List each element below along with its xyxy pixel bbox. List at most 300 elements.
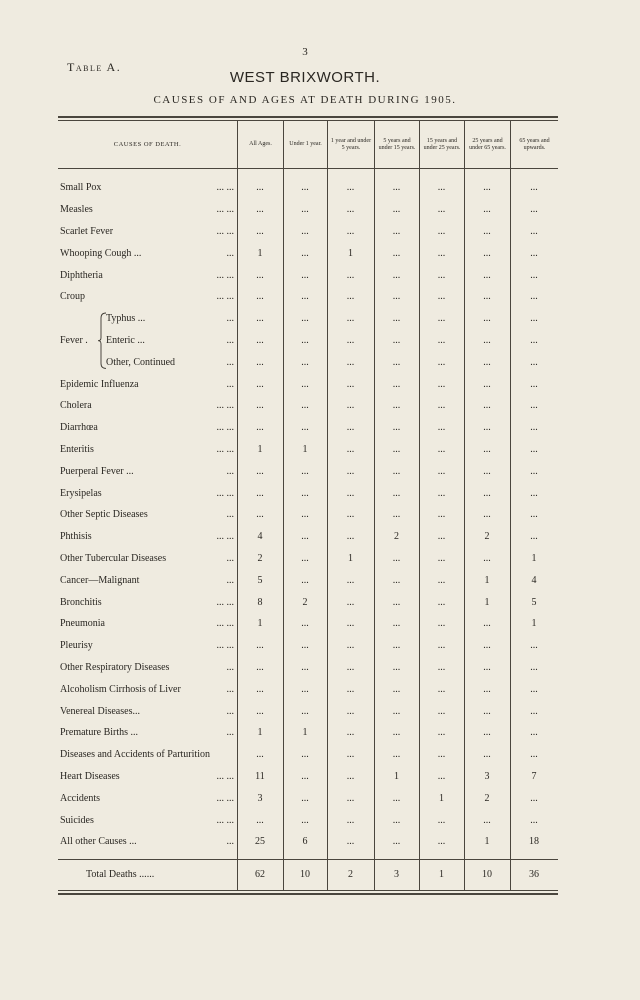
value-1-to-5: ... — [346, 661, 355, 673]
value-25-to-65: ... — [483, 422, 491, 434]
cause-label: Diphtheria — [60, 269, 103, 281]
table-row — [58, 657, 558, 679]
table-row — [58, 417, 558, 439]
cause-name — [58, 422, 237, 433]
leader-dots: ... ... — [216, 618, 234, 630]
value-15-to-25: 1 — [439, 792, 444, 804]
column-divider — [237, 169, 238, 890]
value-5-to-15: ... — [392, 618, 401, 630]
cause-label: Venereal Diseases... — [60, 705, 140, 717]
value-1-to-5: 2 — [348, 869, 353, 881]
value-under-1: 1 — [302, 443, 308, 455]
value-15-to-25: 1 — [439, 869, 444, 881]
value-all-ages: ... — [256, 814, 264, 826]
leader-dots: ... ... — [216, 814, 234, 826]
table-row — [58, 569, 558, 591]
value-1-to-5: ... — [346, 705, 355, 717]
column-divider — [283, 169, 284, 890]
leader-dots: ... — [226, 509, 234, 521]
total-row — [58, 860, 558, 890]
value-25-to-65: ... — [483, 313, 491, 325]
leader-dots: ... — [226, 465, 234, 477]
column-divider — [374, 169, 375, 890]
value-1-to-5: ... — [346, 509, 355, 521]
value-1-to-5: ... — [346, 182, 355, 194]
value-5-to-15: ... — [392, 814, 401, 826]
value-all-ages: ... — [256, 487, 264, 499]
value-5-to-15: ... — [392, 640, 401, 652]
value-all-ages: ... — [256, 182, 264, 194]
leader-dots: ... ... — [216, 640, 234, 652]
value-15-to-25: ... — [437, 836, 446, 848]
value-5-to-15: ... — [392, 661, 401, 673]
table-row — [58, 177, 558, 199]
leader-dots: ... — [226, 836, 234, 848]
value-5-to-15: ... — [392, 596, 401, 608]
cause-label: Other Septic Diseases — [60, 509, 148, 521]
value-65-up: ... — [530, 204, 538, 216]
table-row — [58, 482, 558, 504]
cause-name — [58, 749, 237, 760]
value-65-up: ... — [530, 443, 538, 455]
cause-label: Whooping Cough ... — [60, 247, 142, 259]
table-row — [58, 460, 558, 482]
table-row — [58, 504, 558, 526]
value-under-1: 6 — [302, 836, 308, 848]
value-65-up: ... — [530, 291, 538, 303]
cause-name — [58, 509, 237, 520]
table-label: Table A. — [67, 60, 122, 74]
value-1-to-5: ... — [346, 487, 355, 499]
header-65-up: 65 years and upwards. — [510, 121, 558, 168]
cause-label: Small Pox — [60, 182, 102, 194]
table-row — [58, 678, 558, 700]
header-under-1: Under 1 year. — [283, 121, 327, 168]
table-row — [58, 199, 558, 221]
value-15-to-25: ... — [437, 552, 446, 564]
leader-dots: ... — [226, 356, 234, 368]
leader-dots: ... ... — [216, 487, 234, 499]
value-25-to-65: ... — [483, 618, 491, 630]
value-5-to-15: ... — [392, 509, 401, 521]
cause-label: Enteritis — [60, 443, 94, 455]
cause-name — [58, 466, 237, 477]
value-15-to-25: ... — [437, 356, 446, 368]
table-row — [58, 548, 558, 570]
value-5-to-15: 2 — [394, 531, 399, 543]
table-row — [58, 591, 558, 613]
value-5-to-15: ... — [392, 204, 401, 216]
leader-dots: ... — [226, 661, 234, 673]
value-15-to-25: ... — [437, 291, 446, 303]
value-65-up: ... — [530, 727, 538, 739]
value-all-ages: ... — [256, 465, 264, 477]
value-65-up: 36 — [529, 869, 539, 881]
header-all-ages: All Ages. — [237, 121, 283, 168]
value-15-to-25: ... — [437, 422, 446, 434]
value-25-to-65: ... — [483, 661, 491, 673]
value-15-to-25: ... — [437, 814, 446, 826]
cause-name — [58, 182, 237, 193]
value-65-up: ... — [530, 422, 538, 434]
value-1-to-5: ... — [346, 378, 355, 390]
value-all-ages: ... — [256, 509, 264, 521]
value-under-1: ... — [301, 814, 309, 826]
leader-dots: ... — [226, 727, 234, 739]
value-all-ages: 2 — [257, 552, 263, 564]
column-divider — [327, 169, 328, 890]
value-all-ages: ... — [256, 683, 264, 695]
value-under-1: ... — [301, 334, 309, 346]
header-causes: CAUSES OF DEATH. — [113, 141, 182, 148]
value-1-to-5: ... — [346, 574, 355, 586]
value-5-to-15: 1 — [394, 770, 399, 782]
value-65-up: ... — [530, 400, 538, 412]
table-row — [58, 635, 558, 657]
table-row — [58, 308, 558, 330]
value-all-ages: 62 — [255, 869, 265, 881]
table-row — [58, 766, 558, 788]
cause-label: Suicides — [60, 814, 94, 826]
value-under-1: ... — [301, 618, 309, 630]
value-25-to-65: 1 — [484, 596, 490, 608]
value-5-to-15: ... — [392, 422, 401, 434]
cause-label: Measles — [60, 204, 93, 216]
value-all-ages: 1 — [257, 443, 263, 455]
value-1-to-5: ... — [346, 814, 355, 826]
value-15-to-25: ... — [437, 269, 446, 281]
value-15-to-25: ... — [437, 247, 446, 259]
cause-label: Diarrhœa — [60, 422, 98, 434]
column-divider — [464, 169, 465, 890]
cause-name — [58, 597, 237, 608]
value-under-1: ... — [301, 356, 309, 368]
value-1-to-5: ... — [346, 225, 355, 237]
leader-dots: ... ... — [216, 792, 234, 804]
value-1-to-5: ... — [346, 836, 355, 848]
value-25-to-65: ... — [483, 269, 491, 281]
leader-dots: ... — [226, 247, 234, 259]
value-5-to-15: ... — [392, 247, 401, 259]
value-1-to-5: ... — [346, 291, 355, 303]
cause-name — [58, 444, 237, 455]
value-15-to-25: ... — [437, 574, 446, 586]
cause-name — [58, 640, 237, 651]
cause-name — [58, 836, 237, 847]
leader-dots: ... — [226, 683, 234, 695]
value-under-1: 10 — [300, 869, 310, 881]
cause-name — [58, 248, 237, 259]
value-all-ages: ... — [256, 225, 264, 237]
value-15-to-25: ... — [437, 378, 446, 390]
value-25-to-65: ... — [483, 291, 491, 303]
value-25-to-65: ... — [483, 552, 491, 564]
table-row — [58, 242, 558, 264]
value-65-up: ... — [530, 465, 538, 477]
causes-of-death-table — [58, 116, 558, 895]
value-all-ages: ... — [256, 334, 264, 346]
leader-dots: ... ... — [216, 225, 234, 237]
value-under-1: ... — [301, 378, 309, 390]
value-15-to-25: ... — [437, 531, 446, 543]
leader-dots: ... — [226, 378, 234, 390]
value-1-to-5: ... — [346, 792, 355, 804]
value-all-ages: 5 — [257, 574, 263, 586]
value-25-to-65: 1 — [484, 836, 490, 848]
value-25-to-65: ... — [483, 814, 491, 826]
header-1-to-5: 1 year and under 5 years. — [327, 121, 374, 168]
leader-dots: ... — [226, 574, 234, 586]
value-25-to-65: ... — [483, 705, 491, 717]
value-1-to-5: ... — [346, 749, 355, 761]
value-all-ages: 1 — [257, 727, 263, 739]
value-all-ages: ... — [256, 291, 264, 303]
cause-label: Other Tubercular Diseases — [60, 552, 167, 564]
table-row — [58, 286, 558, 308]
value-65-up: ... — [530, 182, 538, 194]
value-under-1: ... — [301, 749, 309, 761]
cause-label: Diseases and Accidents of Parturition — [60, 749, 210, 761]
value-all-ages: 3 — [257, 792, 263, 804]
value-65-up: ... — [530, 661, 538, 673]
value-1-to-5: ... — [346, 204, 355, 216]
value-under-1: ... — [301, 770, 309, 782]
column-divider — [419, 169, 420, 890]
cause-name — [58, 357, 237, 368]
table-row — [58, 264, 558, 286]
value-15-to-25: ... — [437, 204, 446, 216]
cause-label: Typhus ... — [106, 313, 146, 325]
value-5-to-15: ... — [392, 313, 401, 325]
value-5-to-15: ... — [392, 749, 401, 761]
value-all-ages: 25 — [255, 836, 265, 848]
cause-name — [58, 618, 237, 629]
value-1-to-5: ... — [346, 683, 355, 695]
value-5-to-15: ... — [392, 378, 401, 390]
value-5-to-15: ... — [392, 465, 401, 477]
table-row — [58, 373, 558, 395]
cause-label: Premature Births ... — [60, 727, 139, 739]
leader-dots: ... — [226, 552, 234, 564]
leader-dots: ... ... — [216, 596, 234, 608]
cause-label: Heart Diseases — [60, 770, 120, 782]
leader-dots: ... — [226, 705, 234, 717]
cause-name — [58, 313, 237, 324]
value-1-to-5: 1 — [348, 552, 353, 564]
leader-dots: ... ... — [216, 182, 234, 194]
value-1-to-5: ... — [346, 400, 355, 412]
value-65-up: 5 — [531, 596, 537, 608]
value-65-up: ... — [530, 814, 538, 826]
leader-dots: ... ... — [216, 291, 234, 303]
value-1-to-5: ... — [346, 334, 355, 346]
value-5-to-15: ... — [392, 291, 401, 303]
value-25-to-65: ... — [483, 749, 491, 761]
value-65-up: ... — [530, 792, 538, 804]
cause-name — [58, 662, 237, 673]
table-row — [58, 613, 558, 635]
value-65-up: ... — [530, 225, 538, 237]
value-under-1: ... — [301, 640, 309, 652]
cause-name — [58, 793, 237, 804]
value-under-1: ... — [301, 225, 309, 237]
value-all-ages: ... — [256, 705, 264, 717]
cause-label: Scarlet Fever — [60, 225, 114, 237]
value-65-up: ... — [530, 378, 538, 390]
cause-name — [58, 204, 237, 215]
value-25-to-65: ... — [483, 727, 491, 739]
value-under-1: ... — [301, 509, 309, 521]
value-15-to-25: ... — [437, 465, 446, 477]
value-65-up: ... — [530, 705, 538, 717]
value-1-to-5: ... — [346, 618, 355, 630]
cause-label: Other Respiratory Diseases — [60, 661, 170, 673]
table-body — [58, 169, 558, 890]
value-65-up: 18 — [529, 836, 539, 848]
value-5-to-15: ... — [392, 356, 401, 368]
value-65-up: ... — [530, 509, 538, 521]
value-5-to-15: ... — [392, 683, 401, 695]
cause-label: Other, Continued — [106, 356, 176, 368]
value-all-ages: ... — [256, 661, 264, 673]
value-15-to-25: ... — [437, 705, 446, 717]
value-all-ages: ... — [256, 269, 264, 281]
value-15-to-25: ... — [437, 618, 446, 630]
value-5-to-15: ... — [392, 552, 401, 564]
cause-label: Epidemic Influenza — [60, 378, 139, 390]
leader-dots: ... — [226, 313, 234, 325]
table-row — [58, 439, 558, 461]
value-25-to-65: ... — [483, 640, 491, 652]
cause-name — [58, 270, 237, 281]
value-25-to-65: ... — [483, 182, 491, 194]
value-5-to-15: ... — [392, 792, 401, 804]
leader-dots: ... ... — [216, 269, 234, 281]
value-under-1: 1 — [302, 727, 308, 739]
value-1-to-5: ... — [346, 313, 355, 325]
cause-label: Pneumonia — [60, 618, 105, 630]
value-under-1: 2 — [302, 596, 308, 608]
value-1-to-5: ... — [346, 596, 355, 608]
value-all-ages: 1 — [257, 618, 263, 630]
value-25-to-65: ... — [483, 334, 491, 346]
value-65-up: 4 — [531, 574, 537, 586]
table-row — [58, 700, 558, 722]
value-15-to-25: ... — [437, 313, 446, 325]
value-25-to-65: ... — [483, 487, 491, 499]
value-1-to-5: ... — [346, 727, 355, 739]
cause-label: Puerperal Fever ... — [60, 465, 134, 477]
value-1-to-5: ... — [346, 422, 355, 434]
cause-name — [58, 488, 237, 499]
value-all-ages: ... — [256, 378, 264, 390]
value-under-1: ... — [301, 400, 309, 412]
value-under-1: ... — [301, 182, 309, 194]
value-5-to-15: ... — [392, 836, 401, 848]
value-all-ages: 11 — [255, 770, 265, 782]
value-under-1: ... — [301, 269, 309, 281]
cause-label: Croup — [60, 291, 85, 303]
value-25-to-65: 10 — [482, 869, 492, 881]
value-15-to-25: ... — [437, 400, 446, 412]
value-all-ages: 4 — [257, 531, 263, 543]
cause-name — [58, 869, 237, 880]
cause-label: Alcoholism Cirrhosis of Liver — [60, 683, 181, 695]
value-under-1: ... — [301, 705, 309, 717]
cause-name — [58, 706, 237, 717]
cause-label: Phthisis — [60, 531, 92, 543]
value-all-ages: ... — [256, 422, 264, 434]
value-under-1: ... — [301, 792, 309, 804]
cause-name — [58, 727, 237, 738]
value-15-to-25: ... — [437, 487, 446, 499]
cause-label: Cholera — [60, 400, 92, 412]
value-25-to-65: ... — [483, 509, 491, 521]
value-5-to-15: ... — [392, 269, 401, 281]
value-all-ages: ... — [256, 204, 264, 216]
cause-label: Total Deaths ... — [86, 869, 147, 881]
value-1-to-5: ... — [346, 443, 355, 455]
value-15-to-25: ... — [437, 661, 446, 673]
value-15-to-25: ... — [437, 727, 446, 739]
value-5-to-15: ... — [392, 182, 401, 194]
cause-name — [58, 379, 237, 390]
value-all-ages: 8 — [257, 596, 263, 608]
value-5-to-15: ... — [392, 727, 401, 739]
value-under-1: ... — [301, 552, 309, 564]
value-5-to-15: ... — [392, 225, 401, 237]
district-title: WEST BRIXWORTH. — [229, 69, 381, 86]
value-15-to-25: ... — [437, 182, 446, 194]
value-65-up: ... — [530, 334, 538, 346]
value-all-ages: ... — [256, 640, 264, 652]
value-5-to-15: ... — [392, 705, 401, 717]
value-25-to-65: ... — [483, 683, 491, 695]
value-5-to-15: ... — [392, 334, 401, 346]
value-1-to-5: ... — [346, 465, 355, 477]
cause-label: Bronchitis — [60, 596, 102, 608]
value-under-1: ... — [301, 574, 309, 586]
value-5-to-15: ... — [392, 487, 401, 499]
table-row — [58, 395, 558, 417]
table-subtitle: CAUSES OF AND AGES AT DEATH DURING 1905. — [153, 94, 457, 106]
value-all-ages: 1 — [257, 247, 263, 259]
table-row — [58, 221, 558, 243]
leader-dots: ... ... — [216, 531, 234, 543]
value-5-to-15: 3 — [394, 869, 399, 881]
value-under-1: ... — [301, 465, 309, 477]
value-1-to-5: 1 — [348, 247, 353, 259]
value-under-1: ... — [301, 531, 309, 543]
cause-label: Enteric ... — [106, 334, 145, 346]
value-all-ages: ... — [256, 356, 264, 368]
fever-brace-icon — [98, 312, 108, 377]
table-row — [58, 722, 558, 744]
value-all-ages: ... — [256, 400, 264, 412]
value-65-up: ... — [530, 269, 538, 281]
value-25-to-65: ... — [483, 400, 491, 412]
value-25-to-65: 2 — [484, 792, 490, 804]
cause-label: Pleurisy — [60, 640, 93, 652]
value-under-1: ... — [301, 487, 309, 499]
value-all-ages: ... — [256, 749, 264, 761]
leader-dots: ... ... — [216, 422, 234, 434]
cause-label: Accidents — [60, 792, 100, 804]
value-under-1: ... — [301, 204, 309, 216]
value-1-to-5: ... — [346, 640, 355, 652]
value-25-to-65: ... — [483, 247, 491, 259]
table-row — [58, 809, 558, 831]
